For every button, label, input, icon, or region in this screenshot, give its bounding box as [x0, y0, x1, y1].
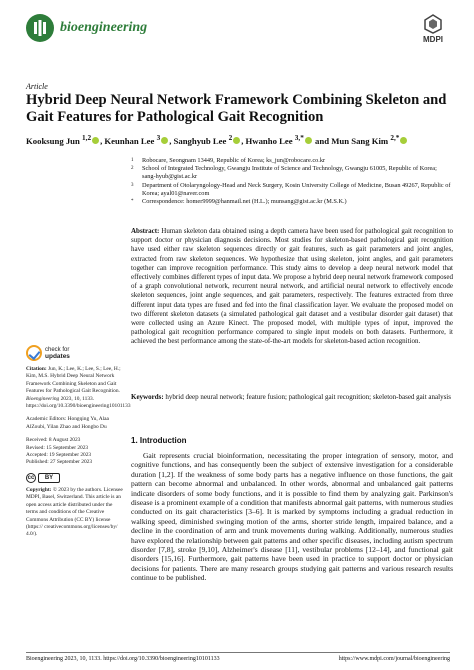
orcid-icon[interactable] [233, 137, 240, 144]
footer-citation[interactable]: Bioengineering 2023, 10, 1133. https://doi.org/10.3390/bioengineering10101133 [26, 656, 220, 662]
orcid-icon[interactable] [161, 137, 168, 144]
received-date: Received: 8 August 2023 [26, 437, 81, 444]
affiliation-mark: 2 [131, 166, 134, 172]
affiliation-item [131, 157, 451, 165]
check-updates-line-1: check for [45, 347, 70, 353]
intro-paragraph: Gait represents crucial bioinformation, necessitating the proper integration of sensory, motor, and cognitive functions, and has consequently been the subject of extensive investigation for a considerable duration [1,2]. If the weakness of some body parts has a negative influence on those functions, the gait pattern can become abnormal and unbalanced. In other words, abnormal and unbalanced gait patterns indicate disorders of some body functions, and it is possible to find them by analyzing gait. Parkinson's disease is a prominent example of a condition that manifests abnormal gait patterns, with numerous studies conducted on its gait characteristics [3–6]. It is marked by symptoms including a gradual reduction in walking speed, diminished swinging motion of the arms, shorter stride length, impaired balance, and a decline in the coordination of arm and trunk movements during walking. Additionally, numerous studies have explored the relationship between gait patterns and other specific diseases, including autism spectrum disorder [7,8], stroke [9,10], Alzheimer's disease [11], vestibular problems [12–14], and functional gait disorders [15,16]. Furthermore, gait patterns have been used in practice to support doctor or physician decisions for patients. There are many research groups studying gait patterns and various research results continue to be published. [131, 451, 453, 583]
journal-header [26, 12, 450, 50]
affiliation-text: School of Integrated Technology, Gwangju Institute of Science and Technology, Gwangju 61005, Republic of Korea; sang-hyub@gist.ac.kr [142, 165, 437, 181]
abstract-text: Human skeleton data obtained using a depth camera have been used for pathological gait recognition to support doctor or physician diagnosis decisions. Most studies for skeleton-based pathological gait recognition have used either raw skeleton sequences directly or gait features, such as gait parameters and joint angles, extracted from raw skeleton sequences. We hypothesize that using skeleton, joint angles, and gait parameters together can improve recognition performance. This study aims to develop a deep neural network model that effectively combines different types of input data. We propose a hybrid deep neural network framework composed of a graph convolutional network, recurrent neural network, and artificial neural network to effectively encode skeleton sequences, joint angle sequences, and gait parameters, respectively. The features extracted from three different input data types are fused and fed into the final classification layer. We evaluate the proposed model on two different skeleton datasets (a simulated pathological gait dataset and a vestibular disorder gait dataset) that were collected using an Azure Kinect. The proposed model, with multiple types of input, improved the pathological gait recognition performance compared to single input models on both datasets. Furthermore, it achieved the best performance among the state-of-the-art models for skeleton-based action recognition. [131, 227, 454, 346]
affiliation-text: Robocare, Seongnam 13449, Republic of Korea; ks_jun@robocare.co.kr [142, 157, 326, 164]
check-for-updates-button[interactable] [26, 345, 124, 363]
publisher-name: MDPI [423, 35, 443, 44]
author-name: Hwanho Lee [245, 135, 293, 146]
affiliation-mark: * [131, 199, 134, 205]
history-dates [26, 437, 124, 467]
affiliation-mark: 3 [131, 182, 134, 188]
footer-divider [26, 652, 450, 653]
academic-editors: Academic Editors: Hongqing Yu, Alaa AlZoubi, Yilan Zhao and Hongbo Du [26, 416, 109, 430]
section-title: 1. Introduction [131, 436, 187, 445]
check-updates-line-2: updates [45, 352, 70, 360]
article-sidebar [26, 345, 131, 539]
accepted-date: Accepted: 19 September 2023 [26, 452, 92, 459]
author-affiliation-mark: 3 [156, 134, 161, 142]
correspondence [131, 198, 451, 206]
copyright-block [26, 487, 124, 539]
orcid-icon[interactable] [92, 137, 99, 144]
by-icon: BY [38, 473, 60, 483]
affiliation-item [131, 165, 451, 181]
author-name: Mun Sang Kim [331, 135, 389, 146]
affiliation-item [131, 182, 451, 198]
author-list: Kooksung Jun $^{1,2}$ , Keunhan Lee $^3$ , Sanghyub Lee $^2$ , Hwanho Lee $^{3,*}$ and Mun Sang Kim $^{2,*}$ [26, 133, 456, 147]
paper-title: Hybrid Deep Neural Network Framework Combining Skeleton and Gait Features for Pathological Gait Recognition [26, 92, 447, 125]
footer-journal-link[interactable]: https://www.mdpi.com/journal/bioengineering [338, 656, 450, 662]
citation-doi[interactable]: 2023, 10, 1133. https://doi.org/10.3390/bioengineering10101133 [26, 395, 131, 410]
author-name: Kooksung Jun [26, 135, 80, 146]
orcid-icon[interactable] [400, 137, 407, 144]
citation-block [26, 366, 131, 410]
author-name: Sanghyub Lee [173, 135, 227, 146]
mdpi-icon [416, 14, 450, 34]
journal-logo-icon [26, 14, 54, 42]
citation-journal: Bioengineering [26, 395, 60, 402]
author-affiliation-mark: 2,* [390, 134, 400, 142]
keywords-label: Keywords: [131, 393, 164, 401]
check-updates-icon [26, 345, 42, 361]
check-updates-label [45, 347, 70, 360]
citation-text: Jun, K.; Lee, K.; Lee, S.; Lee, H.; Kim, M.S. Hybrid Deep Neural Network Framework Combining Skeleton and Gait Features for Pathological Gait Recognition. [26, 366, 121, 395]
author-name: Keunhan Lee [104, 135, 155, 146]
abstract-label: Abstract: [131, 227, 160, 235]
author-affiliation-mark: 3,* [294, 134, 304, 142]
author-affiliation-mark: 1,2 [82, 134, 92, 142]
journal-name: bioengineering [60, 20, 148, 35]
affiliations [131, 157, 451, 206]
keywords-text: hybrid deep neural network; feature fusion; pathological gait recognition; skeleton-based gait analysis [165, 393, 451, 401]
abstract [131, 227, 453, 347]
copyright-text: © 2023 by the authors. Licensee MDPI, Basel, Switzerland. This article is an open access article distributed under the terms and conditions of the Creative Commons Attribution (CC BY) license (https:// creativecommons.org/licenses/by/ 4.0/). [26, 486, 123, 538]
orcid-icon[interactable] [305, 137, 312, 144]
affiliation-mark: 1 [131, 158, 134, 163]
cc-by-license-icon[interactable] [26, 473, 124, 483]
published-date: Published: 27 September 2023 [26, 459, 93, 466]
keywords [131, 393, 453, 402]
cc-icon: cc [27, 474, 35, 481]
citation-label: Citation: [26, 366, 47, 372]
author-affiliation-mark: 2 [228, 134, 233, 142]
article-type: Article [26, 82, 48, 91]
revised-date: Revised: 15 September 2023 [26, 444, 89, 451]
affiliation-text: Correspondence: homer9999@hanmail.net (H.L.); munsang@gist.ac.kr (M.S.K.) [142, 198, 347, 206]
publisher-logo[interactable] [416, 14, 450, 44]
copyright-label: Copyright: [26, 486, 52, 493]
affiliation-text: Department of Otolaryngology-Head and Neck Surgery, Kosin University College of Medicine, Busan 49267, Republic of Korea; ayal01@naver.com [142, 181, 451, 197]
